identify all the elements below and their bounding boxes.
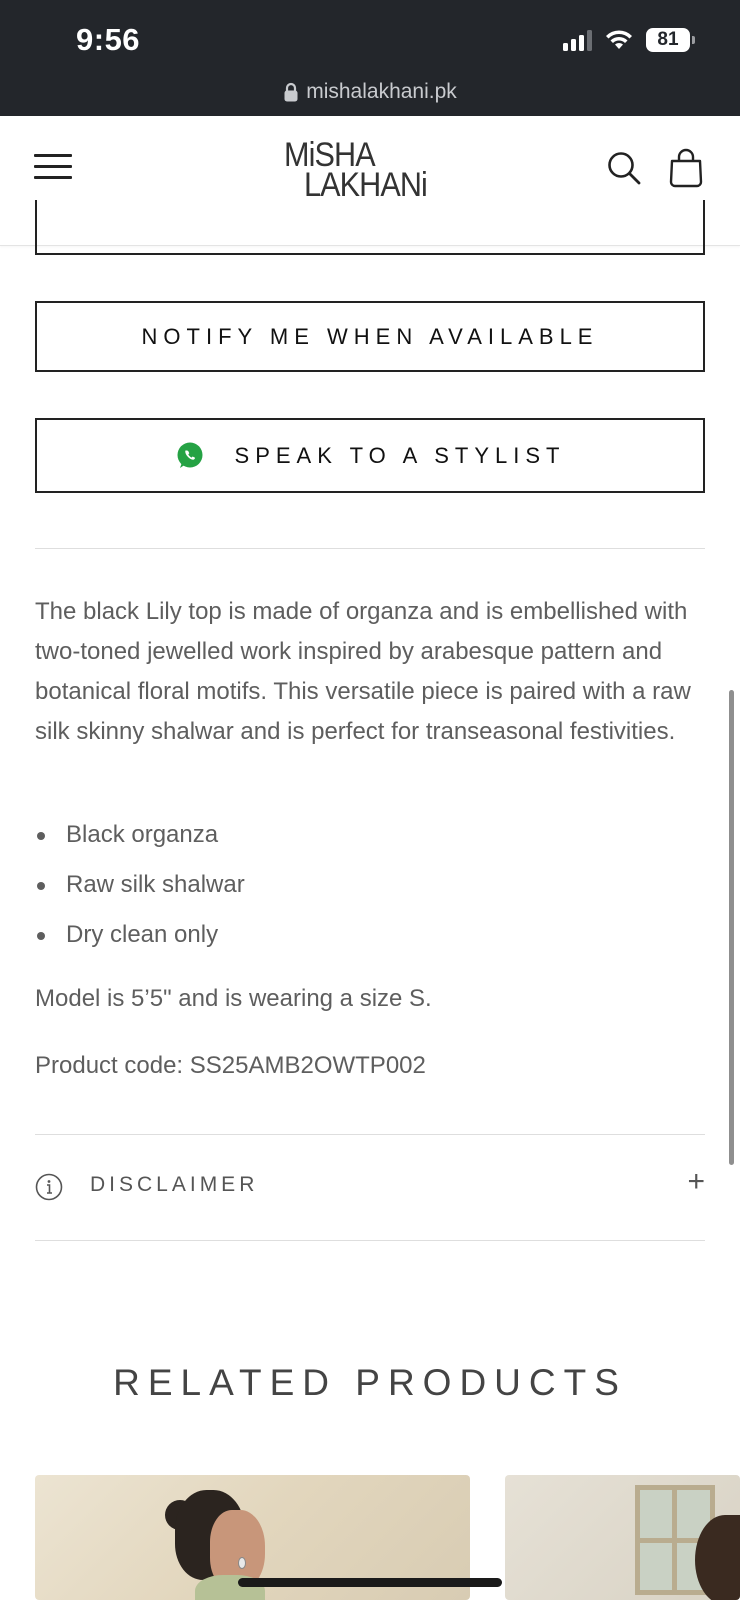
status-time: 9:56 xyxy=(76,22,141,57)
related-products-title: RELATED PRODUCTS xyxy=(113,1362,627,1403)
home-indicator[interactable] xyxy=(238,1578,502,1587)
status-icons xyxy=(563,28,690,52)
bag-icon[interactable] xyxy=(668,148,704,188)
product-code: Product code: SS25AMB2OWTP002 xyxy=(35,1052,426,1079)
logo-line2: LAKHANi xyxy=(304,166,427,204)
lock-icon xyxy=(283,82,299,102)
signal-icon xyxy=(563,29,592,51)
divider xyxy=(35,1240,705,1241)
search-icon[interactable] xyxy=(606,150,642,186)
add-to-cart-button-partial[interactable] xyxy=(35,200,705,255)
product-image-part xyxy=(238,1557,246,1569)
feature-item: Raw silk shalwar xyxy=(35,865,705,915)
wifi-icon xyxy=(604,29,634,51)
menu-icon[interactable] xyxy=(34,152,74,182)
feature-item: Black organza xyxy=(35,815,705,865)
model-size-note: Model is 5’5" and is wearing a size S. xyxy=(35,985,432,1012)
disclaimer-accordion[interactable] xyxy=(35,1135,705,1240)
speak-to-stylist-label: SPEAK TO A STYLIST xyxy=(234,442,566,468)
status-bar xyxy=(0,0,740,116)
expand-plus-icon[interactable]: + xyxy=(687,1165,705,1198)
related-product-card[interactable] xyxy=(505,1475,740,1600)
disclaimer-label: DISCLAIMER xyxy=(90,1173,259,1196)
whatsapp-icon xyxy=(175,441,205,471)
product-description: The black Lily top is made of organza and is embellished with two-toned jewelled work inspired by arabesque pattern and botanical floral motifs. This versatile piece is paired with a raw silk skinny shalwar and is perfect for transeasonal festivities. xyxy=(35,598,691,745)
speak-to-stylist-button[interactable] xyxy=(35,418,705,493)
feature-item: Dry clean only xyxy=(35,915,705,965)
logo-line1: MiSHA xyxy=(284,136,375,174)
notify-me-button[interactable] xyxy=(35,301,705,372)
url-bar[interactable] xyxy=(0,80,740,104)
notify-me-label: NOTIFY ME WHEN AVAILABLE xyxy=(141,323,599,349)
page-scrollbar[interactable] xyxy=(729,690,734,1165)
feature-list xyxy=(35,815,705,965)
url-text: mishalakhani.pk xyxy=(306,80,457,103)
battery-indicator: 81 xyxy=(646,28,690,52)
info-icon xyxy=(35,1173,63,1201)
divider xyxy=(35,548,705,549)
